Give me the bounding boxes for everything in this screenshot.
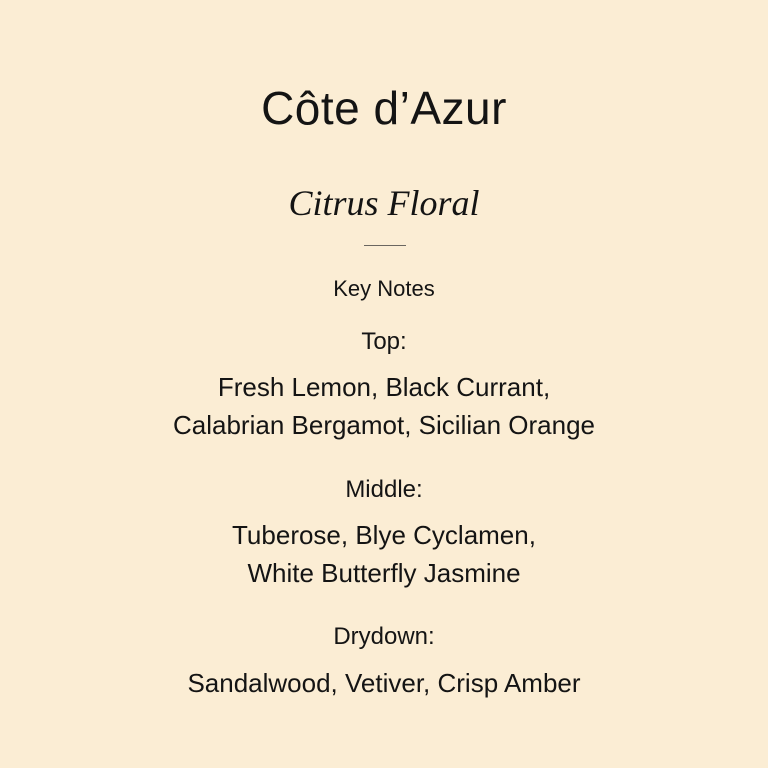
fragrance-title: Côte d’Azur <box>261 82 507 134</box>
middle-notes-line-2: White Butterfly Jasmine <box>247 558 521 588</box>
middle-notes-heading: Middle: <box>345 476 423 503</box>
divider-line <box>364 245 406 246</box>
middle-notes-line-1: Tuberose, Blye Cyclamen, <box>232 520 536 550</box>
drydown-notes-heading: Drydown: <box>333 623 435 650</box>
key-notes-label: Key Notes <box>333 276 435 301</box>
top-notes-line-1: Fresh Lemon, Black Currant, <box>217 372 551 402</box>
top-notes-line-2: Calabrian Bergamot, Sicilian Orange <box>173 410 595 440</box>
top-notes-heading: Top: <box>361 328 407 355</box>
drydown-notes-line-1: Sandalwood, Vetiver, Crisp Amber <box>187 668 581 698</box>
fragrance-family: Citrus Floral <box>288 183 480 223</box>
